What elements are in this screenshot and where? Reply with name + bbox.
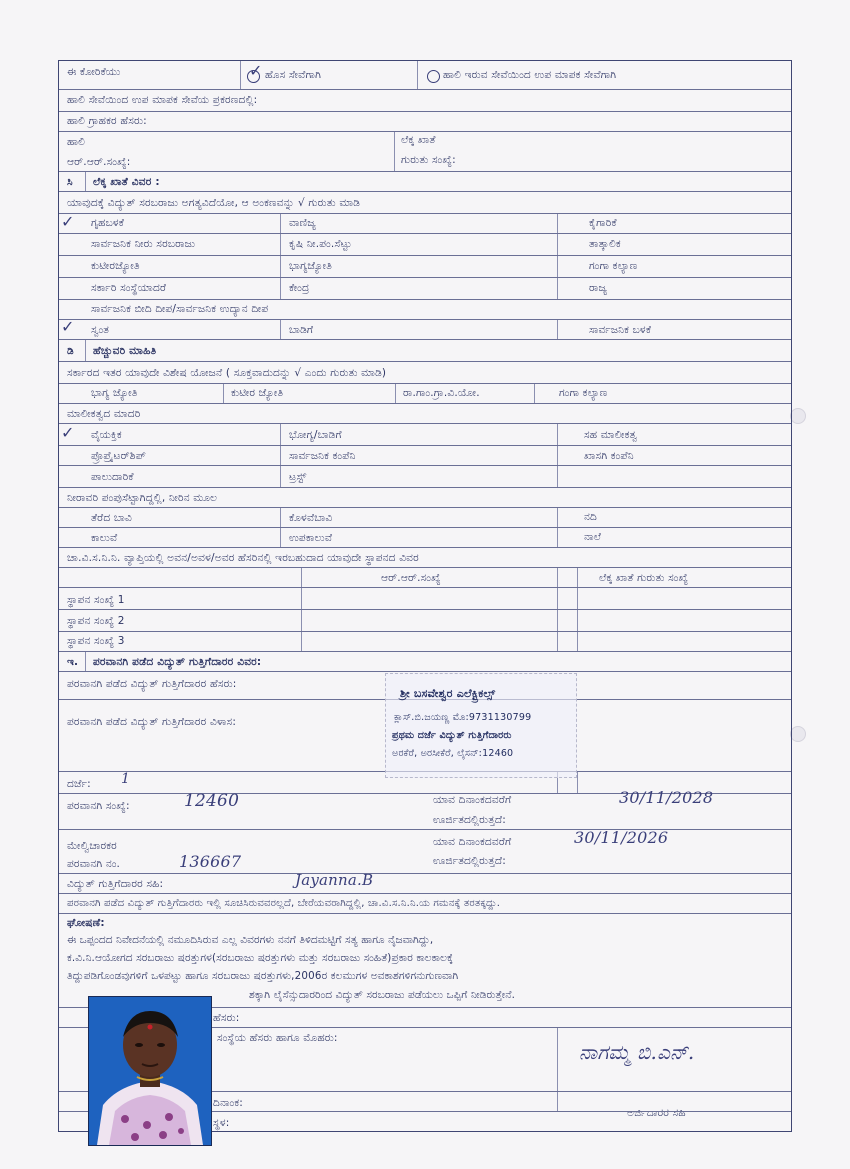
applicant-portrait-icon (89, 997, 211, 1145)
scheme-bhagya-jyothi[interactable]: ಭಾಗ್ಯ ಜ್ಯೋತಿ (91, 387, 138, 399)
check-mark-icon: ✓ (61, 423, 75, 442)
existing-service-label: ಹಾಲಿ ಇರುವ ಸೇವೆಯಿಂದ ಉಪ ಮಾಪಕ ಸೇವೆಗಾಗಿ (443, 69, 617, 81)
ownership-co-owner[interactable]: ಸಹ ಮಾಲೀಕತ್ವ (584, 429, 638, 441)
applicant-photo (88, 996, 212, 1146)
license-valid-till-value: 30/11/2028 (619, 788, 714, 807)
license-number-label: ಪರವಾನಗಿ ಸಂಖ್ಯೆ: (67, 800, 130, 812)
ownership-row-2 (59, 445, 791, 466)
place-label: ಸ್ಥಳ: (213, 1117, 230, 1129)
category-rented[interactable]: ಬಾಡಿಗೆ (289, 324, 314, 336)
id-number-label: ಗುರುತು ಸಂಖ್ಯೆ: (401, 154, 456, 166)
category-govt-institution[interactable]: ಸರ್ಕಾರಿ ಸಂಸ್ಥೆಯಾದರೆ (91, 282, 167, 294)
category-bhagya-jyothi[interactable]: ಭಾಗ್ಯಜ್ಯೋತಿ (289, 260, 333, 272)
contractor-signature-row (59, 873, 791, 894)
ownership-row-3 (59, 465, 791, 488)
installation-rr-column: ಆರ್.ಆರ್.ಸಂಖ್ಯೆ (381, 572, 441, 584)
customer-name-row (59, 111, 791, 132)
category-temporary[interactable]: ತಾತ್ಕಾಲಿಕ (589, 238, 621, 250)
contractor-note: ಪರವಾನಗಿ ಪಡೆದ ವಿದ್ಯುತ್ ಗುತ್ತಿಗೆದಾರರು ಇಲ್ಲಿ ಸೂಚಿಸಿರುವವರಲ್ಲದೆ, ಬೇರೆಯವರಾಗಿದ್ದಲ್ಲಿ, ಚಾ.ವಿ.ಸ.ನಿ.ನಿ.ಯ ಗಮನಕ್ಕೆ ತರತಕ್ಕದ್ದು. (67, 898, 501, 909)
section-e-title: ಪರವಾನಗಿ ಪಡೆದ ವಿದ್ಯುತ್ ಗುತ್ತಿಗೆದಾರರ ವಿವರ: (93, 656, 262, 668)
category-industrial[interactable]: ಕೈಗಾರಿಕೆ (589, 217, 617, 229)
ownership-row-1 (59, 423, 791, 446)
category-row-5 (59, 299, 791, 320)
supervisor-valid-till-value: 30/11/2026 (574, 828, 669, 847)
category-commercial[interactable]: ವಾಣಿಜ್ಯ (289, 217, 316, 229)
scheme-question-row (59, 361, 791, 384)
water-source-row-2 (59, 527, 791, 548)
category-public-use[interactable]: ಸಾರ್ವಜನಿಕ ಬಳಕೆ (589, 324, 652, 336)
declaration-line-2: ಕ.ವಿ.ನಿ.ಆಯೋಗದ ಸರಬರಾಜು ಷರತ್ತುಗಳ(ಸರಬರಾಜು ಷರತ್ತುಗಳು ಮತ್ತು ಸರಬರಾಜು ಸಂಹಿತೆ)ಪ್ರಕಾರ ಕಾಲಕಾಲಕ್ಕೆ (67, 952, 454, 964)
category-ganga-kalyana[interactable]: ಗಂಗಾ ಕಲ್ಯಾಣ (589, 260, 638, 272)
irrigation-title-row (59, 487, 791, 508)
stamp-line-3: ಪ್ರಥಮ ದರ್ಜೆ ವಿದ್ಯುತ್ ಗುತ್ತಿಗೆದಾರರು (392, 730, 512, 741)
punch-hole (790, 408, 806, 424)
submeter-case-label: ಹಾಲಿ ಸೇವೆಯಿಂದ ಉಪ ಮಾಪಕ ಸೇವೆಯ ಪ್ರಕರಣದಲ್ಲಿ: (67, 94, 258, 106)
installation-question: ಚಾ.ವಿ.ಸ.ನಿ.ನಿ. ವ್ಯಾಪ್ತಿಯಲ್ಲಿ ಅವನ/ಅವಳ/ಅವರ ಹೆಸರಿನಲ್ಲಿ ಇರಬಹುದಾದ ಯಾವುದೇ ಸ್ಥಾಪನದ ವಿವರ (67, 552, 419, 564)
scheme-ganga-kalyana[interactable]: ಗಂಗಾ ಕಲ್ಯಾಣ (559, 387, 608, 399)
supervisor-license-value: 136667 (179, 852, 242, 871)
stamp-line-2: ಕ್ಲಾಸ್.ಬಿ.ಜಯಣ್ಣ ಮೊ:9731130799 (394, 712, 532, 723)
new-service-label: ಹೊಸ ಸೇವೆಗಾಗಿ (265, 69, 322, 81)
current-label: ಹಾಲಿ (67, 136, 86, 148)
section-e-number: ಇ. (67, 656, 79, 668)
check-mark-icon: ✓ (249, 61, 263, 80)
scheme-question: ಸರ್ಕಾರದ ಇತರ ಯಾವುದೇ ವಿಶೇಷ ಯೋಜನೆ ( ಸೂಕ್ತವಾದುದನ್ನು √ ಎಂದು ಗುರುತು ಮಾಡಿ) (67, 367, 387, 379)
contractor-stamp (385, 673, 577, 778)
request-label: ಈ ಕೋರಿಕೆಯು (67, 66, 121, 78)
declaration-block (59, 913, 791, 1008)
section-d-number: ಡಿ (67, 345, 74, 357)
form-table (58, 60, 792, 1132)
applicant-signature: ನಾಗಮ್ಮ ಬಿ.ಎನ್. (579, 1040, 695, 1064)
section-c-title: ಲೆಕ್ಕ ಖಾತೆ ವಿವರ : (93, 176, 160, 188)
check-mark-icon: ✓ (61, 212, 75, 231)
contractor-name-label: ಪರವಾನಗಿ ಪಡೆದ ವಿದ್ಯುತ್ ಗುತ್ತಿಗೆದಾರರ ಹೆಸರು: (67, 678, 237, 690)
ownership-title: ಮಾಲೀಕತ್ವದ ಮಾದರಿ (67, 408, 141, 420)
stamp-line-1: ಶ್ರೀ ಬಸವೇಶ್ವರ ಎಲೆಕ್ಟ್ರಿಕಲ್ಸ್ (400, 687, 496, 700)
customer-name-label: ಹಾಲಿ ಗ್ರಾಹಕರ ಹೆಸರು: (67, 115, 147, 127)
ownership-partnership[interactable]: ಪಾಲುದಾರಿಕೆ (91, 471, 134, 483)
category-domestic[interactable]: ಗೃಹಬಳಕೆ (91, 217, 125, 229)
check-mark-icon: ✓ (61, 317, 75, 336)
contractor-signature: Jayanna.B (295, 871, 374, 889)
category-row-4 (59, 277, 791, 300)
category-kutira-jyothi[interactable]: ಕುಟೀರಜ್ಯೋತಿ (91, 260, 140, 272)
ownership-title-row (59, 403, 791, 424)
license-in-force-label: ಊರ್ಜಿತದಲ್ಲಿರುತ್ತದೆ: (433, 814, 506, 826)
irrigation-title: ನೀರಾವರಿ ಪಂಪುಸೆಟ್ಟಾಗಿದ್ದಲ್ಲಿ, ನೀರಿನ ಮೂಲ (67, 492, 218, 504)
punch-hole (790, 726, 806, 742)
date-label: ದಿನಾಂಕ: (213, 1097, 244, 1109)
installation-question-row (59, 547, 791, 568)
license-number-value: 12460 (184, 791, 240, 811)
scheme-rggvy[interactable]: ರಾ.ಗಾಂ.ಗ್ರಾ.ವಿ.ಯೋ. (403, 387, 480, 399)
section-e-header (59, 651, 791, 672)
category-agri-pumpset[interactable]: ಕೃಷಿ ನೀ.ಪಂ.ಸೆಟ್ಟು (289, 238, 352, 250)
water-open-well[interactable]: ತೆರೆದ ಬಾವಿ (91, 512, 132, 524)
water-sub-canal[interactable]: ಉಪಕಾಲುವೆ (289, 532, 333, 544)
supervisor-row (59, 829, 791, 874)
grade-label: ದರ್ಜೆ: (67, 778, 91, 790)
section-c-number: ಸಿ (67, 176, 73, 188)
request-type-row (59, 61, 791, 89)
installation-2-label: ಸ್ಥಾಪನ ಸಂಖ್ಯೆ 2 (67, 615, 125, 627)
declarant-name-label: ಹೆಸರು: (213, 1012, 240, 1024)
submeter-row (59, 89, 791, 112)
ownership-individual[interactable]: ವೈಯಕ್ತಿಕ (91, 429, 122, 441)
declaration-line-1: ಈ ಒಪ್ಪಂದದ ನಿವೇದನೆಯಲ್ಲಿ ನಮೂದಿಸಿರುವ ಎಲ್ಲ ವಿವರಗಳು ನನಗೆ ತಿಳಿದಮಟ್ಟಿಗೆ ಸತ್ಯ ಹಾಗೂ ನೈಜವಾಗಿದ್ದು, (67, 934, 434, 946)
grade-value: 1 (121, 771, 131, 787)
category-row-6 (59, 319, 791, 340)
org-seal-label: ಸಂಸ್ಥೆಯ ಹೆಸರು ಹಾಗೂ ಮೊಹರು: (217, 1032, 338, 1044)
category-own[interactable]: ಸ್ವಂತ (91, 324, 110, 336)
section-d-title: ಹೆಚ್ಚುವರಿ ಮಾಹಿತಿ (93, 345, 157, 357)
category-street-light[interactable]: ಸಾರ್ವಜನಿಕ ಬೀದಿ ದೀಪ/ಸಾರ್ವಜನಿಕ ಉದ್ಯಾನ ದೀಪ (91, 303, 269, 315)
schemes-row (59, 383, 791, 404)
installation-row-2 (59, 609, 791, 632)
water-borewell[interactable]: ಕೊಳವೆಬಾವಿ (289, 512, 333, 524)
ownership-proprietorship[interactable]: ಪ್ರೊಪ್ರೈಟರ್‌ಶಿಪ್ (91, 450, 147, 462)
supply-instruction: ಯಾವುದಕ್ಕೆ ವಿದ್ಯುತ್ ಸರಬರಾಜು ಅಗತ್ಯವಿದೆಯೋ, ಆ ಅಂಕಣವನ್ನು √ ಗುರುತು ಮಾಡಿ (67, 197, 361, 209)
rr-account-row (59, 131, 791, 172)
contractor-signature-label: ವಿದ್ಯುತ್ ಗುತ್ತಿಗೆದಾರರ ಸಹಿ: (67, 878, 164, 890)
existing-service-radio[interactable] (427, 70, 440, 83)
installation-row-3 (59, 631, 791, 652)
installation-1-label: ಸ್ಥಾಪನ ಸಂಖ್ಯೆ 1 (67, 594, 125, 606)
installation-header-row (59, 567, 791, 588)
declaration-title: ಘೋಷಣೆ: (67, 917, 105, 929)
water-source-row-1 (59, 507, 791, 528)
ownership-public-company[interactable]: ಸಾರ್ವಜನಿಕ ಕಂಪೆನಿ (289, 450, 356, 462)
installation-account-column: ಲೆಕ್ಕ ಖಾತೆ ಗುರುತು ಸಂಖ್ಯೆ (599, 572, 689, 584)
scheme-kutira-jyothi[interactable]: ಕುಟೀರ ಜ್ಯೋತಿ (231, 387, 284, 399)
license-row (59, 788, 791, 830)
section-c-instruction-row (59, 191, 791, 214)
license-valid-till-label: ಯಾವ ದಿನಾಂಕದವರೆಗೆ (433, 794, 512, 806)
account-label: ಲೆಕ್ಕ ಖಾತೆ (401, 134, 436, 146)
installation-3-label: ಸ್ಥಾಪನ ಸಂಖ್ಯೆ 3 (67, 635, 125, 647)
category-central[interactable]: ಕೇಂದ್ರ (289, 282, 310, 294)
declaration-line-4: ಶಕ್ಕಾಗಿ ಲೈಸೆನ್ಸುದಾರರಿಂದ ವಿದ್ಯುತ್ ಸರಬರಾಜು ಪಡೆಯಲು ಒಪ್ಪಿಗೆ ನೀಡಿರುತ್ತೇನೆ. (249, 989, 516, 1001)
section-c-header (59, 171, 791, 192)
declaration-line-3: ತಿದ್ದುಪಡಿಗೊಂಡವುಗಳಿಗೆ ಒಳಪಟ್ಟು ಹಾಗೂ ಸರಬರಾಜು ಷರತ್ತುಗಳು,2006ರ ಕಲಮುಗಳ ಅವಕಾಶಗಳಿಗನುಗುಣವಾಗಿ (67, 970, 459, 982)
contractor-note-row (59, 893, 791, 914)
water-canal[interactable]: ಕಾಲುವೆ (91, 532, 118, 544)
category-state[interactable]: ರಾಜ್ಯ (589, 282, 608, 294)
supervisor-in-force-label: ಊರ್ಜಿತದಲ್ಲಿರುತ್ತದೆ: (433, 855, 506, 867)
category-row-2 (59, 233, 791, 256)
category-row-1 (59, 213, 791, 234)
applicant-signature-label: ಅರ್ಜಿದಾರರ ಸಹಿ (627, 1107, 686, 1119)
water-channel[interactable]: ನಾಲೆ (584, 531, 602, 543)
supervisor-valid-till-label: ಯಾವ ದಿನಾಂಕದವರೆಗೆ (433, 836, 512, 848)
ownership-private-company[interactable]: ಖಾಸಗಿ ಕಂಪೆನಿ (584, 450, 634, 462)
supervisor-license-label: ಪರವಾನಗಿ ನಂ. (67, 858, 121, 870)
rr-number-label: ಆರ್.ಆರ್.ಸಂಖ್ಯೆ: (67, 156, 131, 168)
installation-row-1 (59, 587, 791, 610)
supervisor-label: ಮೇಲ್ವಿಚಾರಕರ (67, 840, 117, 852)
water-river[interactable]: ನದಿ (584, 511, 598, 523)
stamp-line-4: ಅರಕೆರೆ, ಅರಸೀಕೆರೆ, ಲೈಸನ್:12460 (392, 748, 514, 759)
contractor-address-label: ಪರವಾನಗಿ ಪಡೆದ ವಿದ್ಯುತ್ ಗುತ್ತಿಗೆದಾರರ ವಿಳಾಸ: (67, 716, 237, 728)
ownership-trust[interactable]: ಟ್ರಸ್ಟ್ (289, 471, 307, 483)
category-row-3 (59, 255, 791, 278)
category-water-supply[interactable]: ಸಾರ್ವಜನಿಕ ನೀರು ಸರಬರಾಜು (91, 238, 196, 250)
section-d-header (59, 339, 791, 362)
ownership-lease[interactable]: ಭೋಗ್ಯ/ಬಾಡಿಗೆ (289, 429, 342, 441)
